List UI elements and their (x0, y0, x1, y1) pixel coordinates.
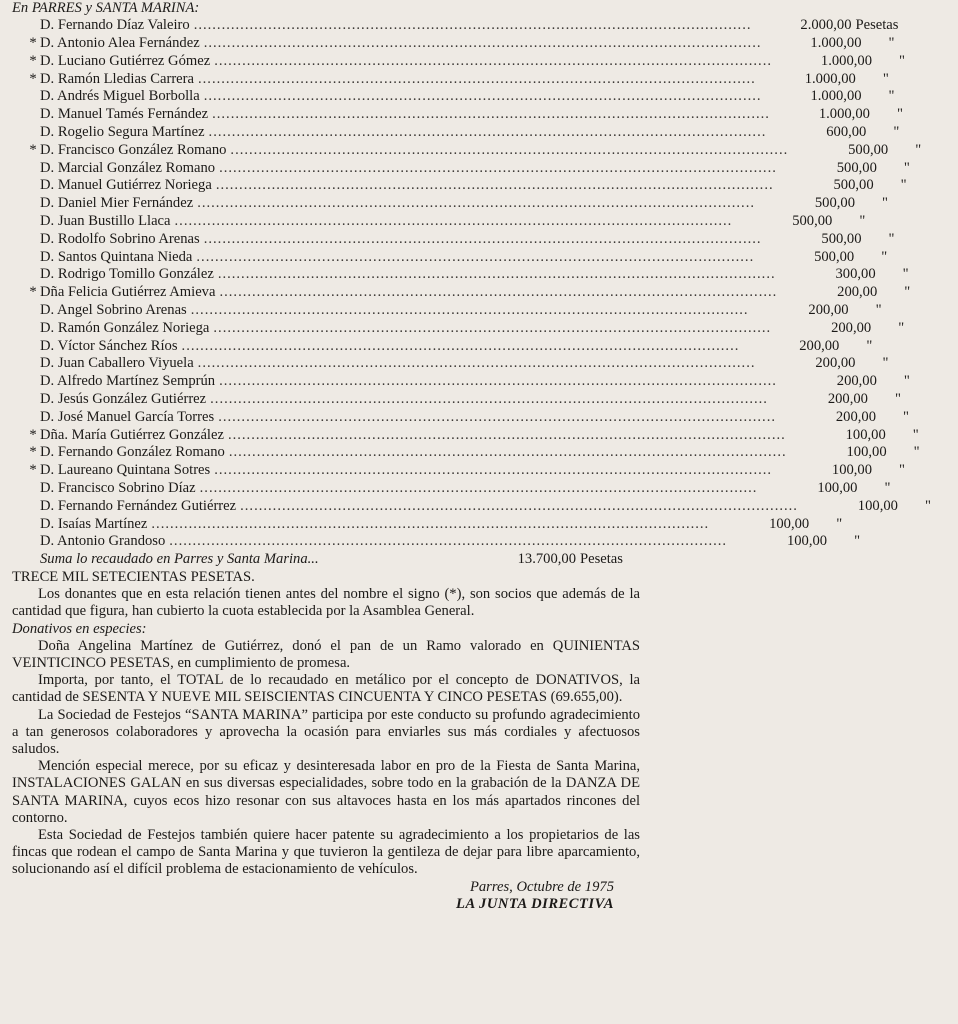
donor-row (12, 230, 895, 249)
donor-amount: 600,00 (826, 123, 867, 140)
dot-leader: ........................................................................................................................ (190, 301, 749, 318)
donor-name: D. Fernando Díaz Valeiro (40, 17, 190, 34)
donor-name: D. Fernando González Romano (40, 444, 225, 461)
dot-leader: ........................................................................................................................ (151, 515, 710, 532)
donor-row (12, 88, 895, 106)
donor-row (12, 337, 873, 356)
donor-name: D. Alfredo Martínez Semprún (40, 373, 216, 390)
dot-leader: ........................................................................................................................ (208, 123, 767, 140)
sum-unit: Pesetas (580, 551, 623, 568)
donor-name: D. Luciano Gutiérrez Gómez (40, 52, 211, 69)
donor-name: D. Ramón González Noriega (40, 319, 210, 336)
dot-leader: ........................................................................................................................ (214, 52, 772, 69)
donor-name: Dña Felicia Gutiérrez Amieva (40, 284, 216, 301)
donor-unit: " (836, 515, 843, 532)
donor-unit: " (893, 123, 900, 140)
donor-amount: 500,00 (836, 159, 877, 176)
dot-leader: ........................................................................................................................ (203, 88, 762, 105)
dot-leader: ........................................................................................................................ (219, 284, 778, 301)
dot-leader: ........................................................................................................................ (213, 319, 772, 336)
donor-row (12, 390, 901, 409)
donor-name: D. Rodrigo Tomillo González (40, 266, 214, 283)
donor-amount: 200,00 (836, 373, 877, 390)
donor-unit: " (899, 462, 906, 479)
member-mark: * (29, 284, 37, 301)
donor-amount: 1.000,00 (810, 35, 862, 51)
donor-unit: " (888, 88, 895, 105)
donor-name: D. Rodolfo Sobrino Arenas (40, 230, 200, 247)
owners-paragraph: Esta Sociedad de Festejos también quiere hacer patente su agradecimiento a los propietarios de las fincas que rodean el campo de Santa Marina y que tuvieron la gentileza de dejar para libre aparcamiento, solucionando así el difícil problema de estacionamiento de vehículos. (12, 826, 640, 878)
donor-row (12, 266, 909, 284)
dot-leader: ........................................................................................................................ (174, 212, 733, 229)
donor-row (12, 35, 895, 53)
donor-unit: " (888, 230, 895, 247)
donor-unit: " (866, 337, 873, 354)
donor-amount: 200,00 (831, 319, 872, 336)
donor-row (12, 408, 909, 427)
donor-row (12, 52, 905, 71)
donor-row (12, 195, 888, 213)
donor-row (12, 373, 910, 391)
donor-amount: 500,00 (814, 195, 855, 212)
donor-amount: 200,00 (815, 355, 856, 372)
donor-amount: 500,00 (833, 177, 874, 194)
member-mark: * (29, 70, 37, 87)
donor-amount: 500,00 (848, 141, 889, 158)
donor-row (12, 462, 906, 480)
donor-name: D. Fernando Fernández Gutiérrez (40, 497, 237, 514)
members-note: Los donantes que en esta relación tienen antes del nombre el signo (*), son socios que además de la cantidad que figura, han cubierto la cuota establecida por la Asamblea General. (12, 586, 640, 620)
donor-amount: 100,00 (846, 444, 887, 461)
dot-leader: ........................................................................................................................ (215, 177, 774, 194)
donor-amount: 1.000,00 (820, 52, 872, 69)
donor-row (12, 426, 919, 445)
sum-row (12, 551, 640, 569)
donor-amount: 100,00 (831, 462, 873, 479)
donor-unit: " (881, 248, 888, 265)
donor-row (12, 123, 900, 142)
total-paragraph: Importa, por tanto, el TOTAL de lo recaudado en metálico por el concepto de DONATIVOS, la cantidad de SESENTA Y NUEVE MIL SEISCIENTAS CINCUENTA Y CINCO PESETAS (69.655,00). (12, 672, 640, 706)
donor-name: D. Jesús González Gutiérrez (40, 390, 207, 407)
donor-unit: " (899, 52, 905, 69)
donor-row (12, 319, 905, 338)
donor-unit: " (884, 479, 891, 496)
donor-amount: 100,00 (817, 479, 858, 496)
section-heading: En PARRES y SANTA MARINA: (12, 0, 200, 16)
dot-leader: ........................................................................................................................ (240, 497, 798, 514)
donor-row (12, 177, 907, 195)
dot-leader: ........................................................................................................................ (228, 444, 787, 461)
donor-name: D. Isaías Martínez (40, 515, 148, 532)
donor-unit: " (924, 497, 931, 514)
donor-name: D. Manuel Gutiérrez Noriega (40, 177, 212, 194)
donor-unit: " (875, 301, 882, 318)
donor-row (12, 497, 931, 516)
donor-row (12, 355, 889, 373)
donor-name: D. Francisco González Romano (40, 141, 227, 158)
donor-name: D. Angel Sobrino Arenas (40, 301, 187, 318)
dot-leader: ........................................................................................................................ (212, 106, 770, 123)
donor-name: D. Víctor Sánchez Ríos (40, 337, 178, 354)
donor-unit: " (888, 35, 895, 51)
donor-unit: " (903, 408, 909, 425)
dot-leader: ........................................................................................................................ (219, 159, 777, 176)
dot-leader: ........................................................................................................................ (169, 533, 728, 550)
donor-row (12, 479, 891, 498)
donor-row (12, 533, 861, 551)
donor-amount: 200,00 (827, 390, 868, 407)
donor-name: D. Daniel Mier Fernández (40, 195, 194, 212)
donor-amount: 500,00 (814, 248, 855, 265)
donor-amount: 200,00 (837, 284, 878, 301)
donor-row (12, 248, 888, 267)
donor-unit: " (882, 195, 888, 212)
donor-row (12, 17, 899, 35)
dot-leader: ........................................................................................................................ (181, 337, 740, 354)
donor-amount: 1.000,00 (804, 70, 856, 87)
donor-name: D. Laureano Quintana Sotres (40, 462, 211, 479)
donor-name: D. Manuel Tamés Fernández (40, 106, 209, 123)
donor-amount: 200,00 (835, 408, 876, 425)
donor-unit: " (859, 212, 866, 229)
donor-unit: " (903, 159, 910, 176)
dot-leader: ........................................................................................................................ (210, 390, 768, 407)
donor-row (12, 444, 920, 462)
in-kind-paragraph: Doña Angelina Martínez de Gutiérrez, donó el pan de un Ramo valorado en QUINIENTAS VEINTICINCO PESETAS, en cumplimiento de promesa. (12, 637, 640, 671)
dot-leader: ........................................................................................................................ (199, 479, 758, 496)
donor-amount: 300,00 (835, 266, 876, 283)
donor-row (12, 212, 866, 231)
donor-name: D. Ramón Lledias Carrera (40, 70, 194, 87)
donor-amount: 100,00 (857, 497, 898, 514)
donor-amount: 500,00 (821, 230, 862, 247)
donor-amount: 2.000,00 (800, 17, 852, 34)
donor-unit: " (912, 426, 919, 443)
dot-leader: ........................................................................................................................ (217, 266, 776, 283)
dot-leader: ........................................................................................................................ (219, 373, 777, 390)
dot-leader: ........................................................................................................................ (203, 35, 762, 51)
donor-unit: " (896, 106, 903, 123)
donor-name: D. Juan Bustillo Llaca (40, 212, 171, 229)
donor-unit: " (904, 284, 911, 301)
donor-name: D. Santos Quintana Nieda (40, 248, 193, 265)
donor-unit: " (898, 319, 905, 336)
donor-row (12, 515, 843, 534)
donor-name: D. Marcial González Romano (40, 159, 216, 176)
member-mark: * (29, 141, 37, 158)
donor-amount: 100,00 (786, 533, 828, 550)
donor-amount: 100,00 (845, 426, 886, 443)
donor-row (12, 106, 903, 124)
in-kind-heading: Donativos en especies: (12, 620, 147, 637)
dot-leader: ........................................................................................................................ (203, 230, 762, 247)
donor-unit: Pesetas (855, 17, 899, 34)
donor-amount: 200,00 (799, 337, 840, 354)
donor-unit: " (913, 444, 920, 461)
donor-name: D. Andrés Miguel Borbolla (40, 88, 200, 105)
dot-leader: ........................................................................................................................ (214, 462, 773, 479)
donor-unit: " (854, 533, 861, 550)
sum-label: Suma lo recaudado en Parres y Santa Marina... (40, 551, 319, 568)
donor-unit: " (900, 177, 907, 194)
donor-unit: " (894, 390, 901, 407)
donor-row (12, 301, 882, 320)
donor-name: D. Antonio Grandoso (40, 533, 166, 550)
donor-unit: " (902, 266, 909, 283)
member-mark: * (29, 444, 37, 461)
member-mark: * (29, 35, 37, 51)
signature-place: Parres, Octubre de 1975 (469, 878, 614, 895)
donor-row (12, 284, 911, 302)
sum-amount: 13.700,00 (517, 551, 576, 568)
signature-name: LA JUNTA DIRECTIVA (456, 895, 614, 912)
donor-unit: " (915, 141, 922, 158)
donor-name: Dña. María Gutiérrez González (40, 426, 224, 443)
dot-leader: ........................................................................................................................ (198, 70, 756, 87)
donor-unit: " (882, 70, 889, 87)
donor-list (12, 17, 931, 551)
donor-amount: 200,00 (808, 301, 849, 318)
mention-paragraph: Mención especial merece, por su eficaz y desinteresada labor en pro de la Fiesta de Santa Marina, INSTALACIONES GALAN en sus diversas especialidades, sobre todo en la grabación de la DANZA DE SANTA MARINA, cuyos ecos hizo resonar con sus altavoces hasta en los más apartados rincones del contorno. (12, 758, 640, 826)
dot-leader: ........................................................................................................................ (196, 248, 755, 265)
donor-name: D. Antonio Alea Fernández (40, 35, 200, 51)
donor-name: D. Francisco Sobrino Díaz (40, 479, 196, 496)
member-mark: * (29, 462, 37, 479)
donor-amount: 1.000,00 (818, 106, 870, 123)
donor-row (12, 159, 910, 178)
dot-leader: ........................................................................................................................ (197, 195, 755, 212)
dot-leader: ........................................................................................................................ (218, 408, 776, 425)
donor-unit: " (882, 355, 889, 372)
dot-leader: ........................................................................................................................ (230, 141, 789, 158)
donor-row (12, 141, 922, 160)
donor-amount: 100,00 (769, 515, 810, 532)
member-mark: * (29, 52, 37, 69)
donor-row (12, 70, 889, 89)
member-mark: * (29, 426, 37, 443)
dot-leader: ........................................................................................................................ (193, 17, 752, 34)
donor-name: D. José Manuel García Torres (40, 408, 215, 425)
dot-leader: ........................................................................................................................ (227, 426, 786, 443)
dot-leader: ........................................................................................................................ (197, 355, 756, 372)
donor-name: D. Rogelio Segura Martínez (40, 123, 205, 140)
sum-in-words: TRECE MIL SETECIENTAS PESETAS. (12, 568, 255, 585)
donor-name: D. Juan Caballero Viyuela (40, 355, 194, 372)
thanks-paragraph: La Sociedad de Festejos “SANTA MARINA” participa por este conducto su profundo agradecimiento a tan generosos colaboradores y aprovecha la ocasión para enviarles sus más cordiales y afectuosos saludos. (12, 706, 640, 757)
donor-amount: 1.000,00 (810, 88, 862, 105)
donor-amount: 500,00 (792, 212, 833, 229)
donor-unit: " (903, 373, 910, 390)
